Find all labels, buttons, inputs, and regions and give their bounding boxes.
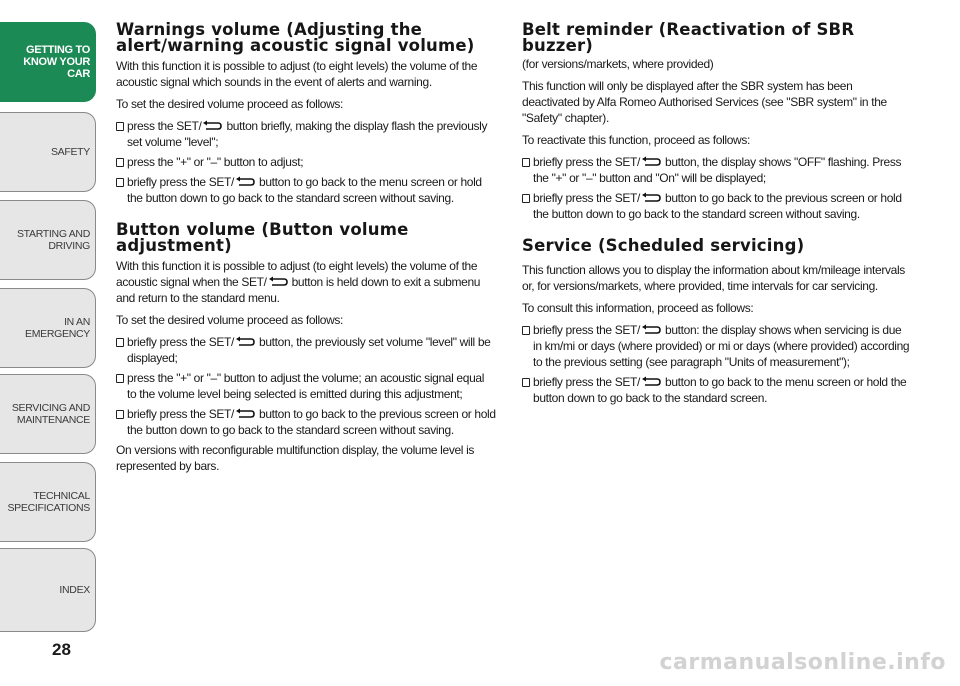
service-lead: To consult this information, proceed as follows:	[522, 301, 754, 315]
return-arrow-icon	[267, 276, 289, 287]
section-heading-service: Service (Scheduled servicing)	[522, 236, 805, 255]
tab-label: INDEX	[59, 584, 90, 596]
right-column	[522, 22, 912, 410]
chapter-tabs	[0, 0, 100, 640]
page-number: 28	[52, 640, 71, 659]
tab-index[interactable]	[0, 548, 96, 632]
belt-steps	[522, 154, 912, 222]
tab-starting-and-driving[interactable]	[0, 200, 96, 280]
watermark: carmanualsonline.info	[659, 650, 946, 675]
button-lead: To set the desired volume proceed as follows:	[116, 313, 344, 327]
list-item: briefly press the SET/ button to go back to the menu screen or hold the button down to go back to the standard screen without saving.	[116, 174, 496, 206]
tab-safety[interactable]	[0, 112, 96, 192]
return-arrow-icon	[234, 176, 256, 187]
list-item: briefly press the SET/ button to go back to the previous screen or hold the button down to go back to the standard screen without saving.	[522, 190, 912, 222]
warnings-steps	[116, 118, 496, 206]
return-arrow-icon	[640, 192, 662, 203]
return-arrow-icon	[234, 408, 256, 419]
tab-label: STARTING AND DRIVING	[16, 228, 90, 252]
tab-label: TECHNICAL SPECIFICATIONS	[7, 490, 90, 514]
warnings-lead: To set the desired volume proceed as follows:	[116, 97, 344, 111]
button-steps	[116, 334, 496, 438]
return-arrow-icon	[640, 324, 662, 335]
tab-label: SAFETY	[50, 146, 90, 158]
return-arrow-icon	[201, 120, 223, 131]
tab-in-an-emergency[interactable]	[0, 288, 96, 368]
button-intro: With this function it is possible to adjust (to eight levels) the volume of the acoustic signal when the SET/ button is held down to exit a submenu and return to the standard menu.	[116, 259, 481, 305]
tab-getting-to-know-your-car[interactable]	[0, 22, 96, 102]
return-arrow-icon	[640, 156, 662, 167]
tab-label: SERVICING AND MAINTENANCE	[11, 402, 90, 426]
list-item: press the SET/ button briefly, making the display flash the previously set volume "level";	[116, 118, 496, 150]
button-note: On versions with reconfigurable multifunction display, the volume level is represented by bars.	[116, 443, 475, 473]
list-item: briefly press the SET/ button to go back to the previous screen or hold the button down to go back to the standard screen without saving.	[116, 406, 496, 438]
belt-intro: This function will only be displayed after the SBR system has been deactivated by Alfa Romeo Authorised Services (see "SBR system" in the "Safety" chapter).	[522, 79, 887, 125]
tab-servicing-and-maintenance[interactable]	[0, 374, 96, 454]
list-item: press the "+" or "–" button to adjust;	[116, 154, 496, 170]
section-heading-belt-reminder: Belt reminder (Reactivation of SBR buzzer)	[522, 20, 855, 55]
return-arrow-icon	[640, 376, 662, 387]
list-item: press the "+" or "–" button to adjust the volume; an acoustic signal equal to the volume level being selected is emitted during this adjustment;	[116, 370, 496, 402]
left-column	[116, 22, 496, 480]
service-steps	[522, 322, 912, 406]
warnings-intro: With this function it is possible to adjust (to eight levels) the volume of the acoustic signal which sounds in the event of alerts and warning.	[116, 59, 478, 89]
section-heading-button-volume: Button volume (Button volume adjustment)	[116, 220, 409, 255]
section-heading-warnings-volume: Warnings volume (Adjusting the alert/warning acoustic signal volume)	[116, 20, 475, 55]
list-item: briefly press the SET/ button: the display shows when servicing is due in km/mi or days (where provided) or mi or days (where provided) according to the previous setting (see paragraph "Units of measurement");	[522, 322, 912, 370]
belt-subtitle: (for versions/markets, where provided)	[522, 57, 714, 71]
list-item: briefly press the SET/ button to go back to the menu screen or hold the button down to go back to the standard screen.	[522, 374, 912, 406]
tab-label: IN AN EMERGENCY	[25, 316, 90, 340]
list-item: briefly press the SET/ button, the previously set volume "level" will be displayed;	[116, 334, 496, 366]
service-intro: This function allows you to display the information about km/mileage intervals or, for versions/markets, where provided, time intervals for car servicing.	[522, 263, 905, 293]
return-arrow-icon	[234, 336, 256, 347]
belt-lead: To reactivate this function, proceed as follows:	[522, 133, 750, 147]
tab-technical-specifications[interactable]	[0, 462, 96, 542]
list-item: briefly press the SET/ button, the display shows "OFF" flashing. Press the "+" or "–" button and "On" will be displayed;	[522, 154, 912, 186]
tab-label: GETTING TO KNOW YOUR CAR	[23, 44, 90, 80]
